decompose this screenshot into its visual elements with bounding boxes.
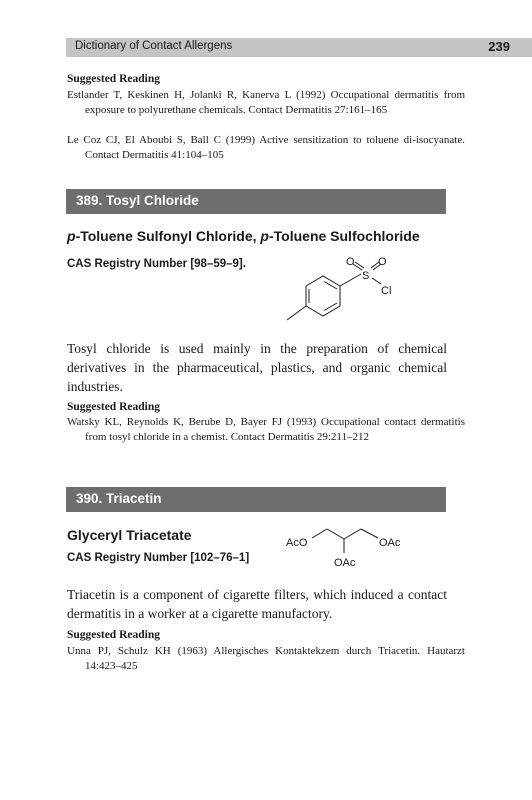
alternate-name: Glyceryl Triacetate xyxy=(67,527,192,543)
cas-registry-number: CAS Registry Number [102–76–1] xyxy=(67,552,250,564)
sulfur-label: S xyxy=(362,270,370,282)
suggested-reading-heading: Suggested Reading xyxy=(67,401,160,413)
entry-title-bar xyxy=(66,189,446,214)
cas-registry-number: CAS Registry Number [98–59–9]. xyxy=(67,258,246,270)
reference-item: Unna PJ, Schulz KH (1963) Allergisches Kontaktekzem durch Triacetin. Hautarzt 14:423–425 xyxy=(67,645,465,672)
oxygen-label: O xyxy=(346,256,355,268)
entry-title-bar xyxy=(66,487,446,512)
alternate-name: p-Toluene Sulfonyl Chloride, p-Toluene Sulfochloride xyxy=(67,228,420,244)
oxygen-label: O xyxy=(378,256,387,268)
suggested-reading-heading: Suggested Reading xyxy=(67,629,160,641)
reference-item: Le Coz CJ, El Aboubi S, Ball C (1999) Active sensitization to toluene di-isocyanate. Contact Dermatitis 41:104–105 xyxy=(67,134,465,161)
page-number: 239 xyxy=(488,39,510,54)
suggested-reading-heading: Suggested Reading xyxy=(67,73,160,85)
entry-description: Triacetin is a component of cigarette filters, which induced a contact dermatitis in a worker at a cigarette manufactory. xyxy=(67,587,447,621)
entry-title: 389. Tosyl Chloride xyxy=(76,193,199,208)
acetoxy-label: OAc xyxy=(334,557,356,569)
acetoxy-label: OAc xyxy=(379,537,401,549)
entry-title: 390. Triacetin xyxy=(76,491,162,506)
entry-description: Tosyl chloride is used mainly in the preparation of chemical derivatives in the pharmaceutical, plastics, and organic chemical industries. xyxy=(67,341,447,394)
book-title: Dictionary of Contact Allergens xyxy=(75,40,233,52)
acetoxy-label: AcO xyxy=(286,537,308,549)
chlorine-label: Cl xyxy=(381,285,392,297)
reference-item: Estlander T, Keskinen H, Jolanki R, Kanerva L (1992) Occupational dermatitis from exposure to polyurethane chemicals. Contact Dermatitis 27:161–165 xyxy=(67,89,465,116)
reference-item: Watsky KL, Reynolds K, Berube D, Bayer FJ (1993) Occupational contact dermatitis from tosyl chloride in a chemist. Contact Dermatitis 29:211–212 xyxy=(67,416,465,443)
running-header xyxy=(66,38,532,57)
